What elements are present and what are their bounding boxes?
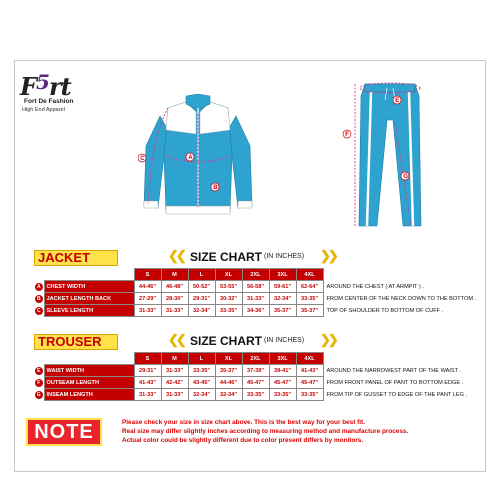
table-row	[34, 365, 495, 377]
size-value-cell: 31-33"	[161, 389, 188, 401]
measure-marker: G	[35, 391, 43, 399]
jacket-illustration	[138, 86, 258, 226]
size-value-cell: 31-33"	[161, 305, 188, 317]
size-value-cell: 35-37"	[296, 305, 323, 317]
table-row	[34, 389, 495, 401]
measure-marker: A	[35, 283, 43, 291]
size-value-cell: 45-47"	[242, 377, 269, 389]
chevron-left-icon: ❮❮	[168, 332, 184, 347]
size-value-cell: 31-33"	[134, 305, 161, 317]
trouser-size-header-row	[34, 353, 495, 365]
trouser-size-table	[34, 352, 495, 401]
size-header: L	[188, 269, 215, 281]
note-line-3: Actual color could be slightly different due to color present differs by monitors.	[122, 437, 364, 444]
size-header: L	[188, 353, 215, 365]
size-header: 2XL	[242, 269, 269, 281]
size-value-cell: 34-36"	[242, 305, 269, 317]
size-header: 4XL	[296, 269, 323, 281]
size-value-cell: 33-35"	[188, 365, 215, 377]
jacket-section-label: JACKET	[34, 250, 118, 266]
size-value-cell: 35-37"	[269, 305, 296, 317]
size-value-cell: 31-33"	[161, 365, 188, 377]
measurement-description: AROUND THE CHEST ( AT ARMPIT ) .	[326, 283, 424, 290]
size-header: XL	[215, 269, 242, 281]
measurement-name: SLEEVE LENGTH	[44, 305, 134, 317]
size-value-cell: 31-33"	[134, 389, 161, 401]
size-header: S	[134, 269, 161, 281]
measure-marker: E	[35, 367, 43, 375]
size-value-cell: 41-43"	[134, 377, 161, 389]
measurement-name: CHEST WIDTH	[44, 281, 134, 293]
size-header: M	[161, 353, 188, 365]
size-value-cell: 32-34"	[269, 293, 296, 305]
size-value-cell: 44-46"	[215, 377, 242, 389]
size-value-cell: 59-61"	[269, 281, 296, 293]
size-value-cell: 33-35"	[215, 305, 242, 317]
trouser-point-e: E	[395, 98, 400, 105]
size-value-cell: 62-64"	[296, 281, 323, 293]
trouser-point-g: G	[403, 174, 408, 181]
size-value-cell: 31-33"	[242, 293, 269, 305]
brand-logo	[20, 72, 92, 116]
size-value-cell: 35-37"	[215, 365, 242, 377]
measurement-name: OUTSEAM LENGTH	[44, 377, 134, 389]
size-value-cell: 32-34"	[188, 389, 215, 401]
table-row	[34, 293, 495, 305]
size-header: 3XL	[269, 269, 296, 281]
table-row	[34, 281, 495, 293]
measurement-description: FROM CENTER OF THE NECK DOWN TO THE BOTTOM .	[326, 295, 477, 302]
jacket-point-c: C	[140, 156, 145, 163]
measure-marker: B	[35, 295, 43, 303]
chevron-left-icon: ❮❮	[168, 248, 184, 263]
chevron-right-icon: ❯❯	[320, 332, 336, 347]
size-header: S	[134, 353, 161, 365]
size-value-cell: 41-43"	[296, 365, 323, 377]
measurement-name: JACKET LENGTH BACK	[44, 293, 134, 305]
size-header: 3XL	[269, 353, 296, 365]
jacket-size-header-row	[34, 269, 495, 281]
trouser-unit-label: (IN INCHES)	[264, 337, 305, 344]
table-row	[34, 305, 495, 317]
note-line-2: Real size may differ slightly inches according to measuring method and manufacture process.	[122, 428, 409, 435]
size-header: M	[161, 269, 188, 281]
trouser-illustration	[335, 76, 445, 236]
size-value-cell: 56-58"	[242, 281, 269, 293]
size-header: XL	[215, 353, 242, 365]
table-row	[34, 377, 495, 389]
size-header: 4XL	[296, 353, 323, 365]
trouser-section-label: TROUSER	[34, 334, 118, 350]
size-value-cell: 42-42"	[161, 377, 188, 389]
size-value-cell: 50-52"	[188, 281, 215, 293]
size-value-cell: 33-35"	[296, 293, 323, 305]
size-value-cell: 32-34"	[188, 305, 215, 317]
measurement-description: TOP OF SHOULDER TO BOTTOM OF CUFF .	[326, 307, 444, 314]
brand-name: Fort De Fashion	[24, 98, 74, 105]
jacket-unit-label: (IN INCHES)	[264, 253, 305, 260]
size-value-cell: 43-45"	[188, 377, 215, 389]
size-value-cell: 33-35"	[242, 389, 269, 401]
size-value-cell: 45-47"	[296, 377, 323, 389]
size-value-cell: 33-35"	[296, 389, 323, 401]
measurement-name: INSEAM LENGTH	[44, 389, 134, 401]
size-value-cell: 33-35"	[269, 389, 296, 401]
size-value-cell: 27-29"	[134, 293, 161, 305]
size-value-cell: 44-46"	[134, 281, 161, 293]
measurement-description: FROM FRONT PANEL OF PANT TO BOTTOM EDGE .	[326, 379, 464, 386]
measurement-name: WAIST WIDTH	[44, 365, 134, 377]
jacket-chart-title: SIZE CHART	[190, 250, 262, 264]
jacket-point-b: B	[213, 185, 218, 192]
size-value-cell: 37-39"	[242, 365, 269, 377]
brand-tagline: High End Apparel	[22, 107, 65, 113]
note-badge: NOTE	[26, 418, 102, 446]
size-value-cell: 30-32"	[215, 293, 242, 305]
size-value-cell: 29-31"	[188, 293, 215, 305]
measurement-description: FROM TIP OF GUSSET TO EDGE OF THE PANT LEG .	[326, 391, 468, 398]
note-line-1: Please check your size in size chart above. This is the best way for your best fit.	[122, 419, 365, 426]
measure-marker: C	[35, 307, 43, 315]
size-value-cell: 46-48"	[161, 281, 188, 293]
size-header: 2XL	[242, 353, 269, 365]
trouser-point-f: F	[345, 132, 349, 139]
trouser-chart-title: SIZE CHART	[190, 334, 262, 348]
size-value-cell: 32-34"	[215, 389, 242, 401]
size-value-cell: 39-41"	[269, 365, 296, 377]
chevron-right-icon: ❯❯	[320, 248, 336, 263]
jacket-size-table	[34, 268, 495, 317]
measurement-description: AROUND THE NARROWEST PART OF THE WAIST .	[326, 367, 462, 374]
size-value-cell: 53-55"	[215, 281, 242, 293]
size-value-cell: 29-31"	[134, 365, 161, 377]
measure-marker: F	[35, 379, 43, 387]
size-value-cell: 45-47"	[269, 377, 296, 389]
brand-mark: $F^5rt$	[20, 70, 71, 101]
size-value-cell: 28-30"	[161, 293, 188, 305]
jacket-point-a: A	[188, 155, 193, 162]
